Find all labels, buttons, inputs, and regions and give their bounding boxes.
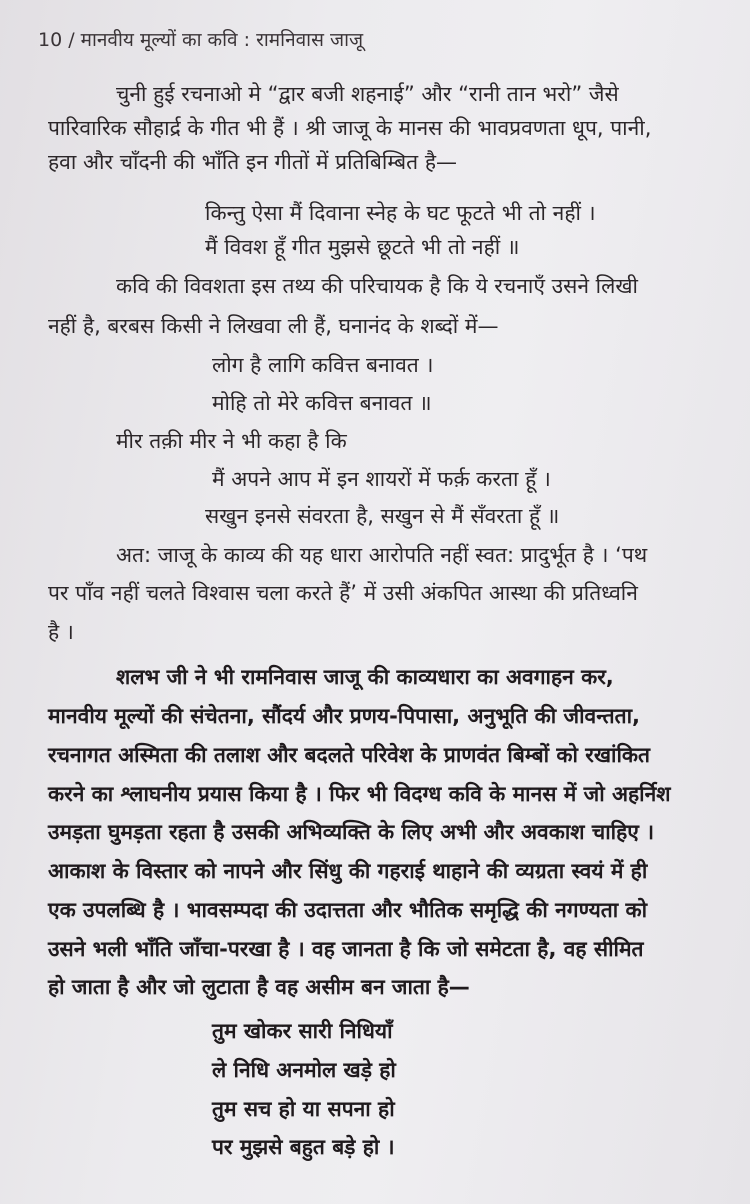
text-line: पारिवारिक सौहार्द्र के गीत भी हैं । श्री जाजू के मानस की भावप्रवणता धूप, पानी, [48,116,652,140]
text-line: शलभ जी ने भी रामनिवास जाजू की काव्यधारा का अवगाहन कर, [116,665,614,689]
text-line: रचनागत अस्मिता की तलाश और बदलते परिवेश के प्राणवंत बिम्बों को रखांकित [48,743,651,767]
text-line: एक उपलब्धि है । भावसम्पदा की उदात्तता और भौतिक समृद्धि की नगण्यता को [48,898,648,922]
verse-line: ले निधि अनमोल खड़े हो [212,1058,396,1082]
text-line: उमड़ता घुमड़ता रहता है उसकी अभिव्यक्ति के लिए अभी और अवकाश चाहिए । [48,820,655,844]
text-line: कवि की विवशता इस तथ्य की परिचायक है कि ये रचनाएँ उसने लिखी [116,274,638,298]
text-line: मीर तक़ी मीर ने भी कहा है कि [116,429,347,453]
header-title: मानवीय मूल्यों का कवि : रामनिवास जाजू [80,29,364,51]
text-line: नहीं है, बरबस किसी ने लिखवा ली हैं, घनानंद के शब्दों में— [48,314,499,338]
text-line: आकाश के विस्तार को नापने और सिंधु की गहराई थाहाने की व्यग्रता स्वयं में ही [48,859,648,883]
text-line: हो जाता है और जो लुटाता है वह असीम बन जाता है— [48,975,470,999]
header-separator: / [68,29,75,51]
verse-line: मैं अपने आप में इन शायरों में फर्क़ करता हूँ । [212,467,551,491]
verse-line: किन्तु ऐसा मैं दिवाना स्नेह के घट फूटते भी तो नहीं । [205,201,596,225]
text-line: उसने भली भाँति जाँचा-परखा है । वह जानता है कि जो समेटता है, वह सीमित [48,937,644,961]
text-line: पर पाँव नहीं चलते विश्वास चला करते हैं’ में उसी अंकपित आस्था की प्रतिध्वनि [48,581,638,605]
text-line: करने का श्लाघनीय प्रयास किया है । फिर भी विदग्ध कवि के मानस में जो अहर्निश [48,782,671,806]
verse-line: मैं विवश हूँ गीत मुझसे छूटते भी तो नहीं ॥ [205,235,520,259]
verse-line: लोग है लागि कवित्त बनावत । [212,353,434,377]
text-line: अत: जाजू के काव्य की यह धारा आरोपति नहीं स्वत: प्रादुर्भूत है । ‘पथ [116,543,648,567]
text-line: चुनी हुई रचनाओ मे “द्वार बजी शहनाई” और “रानी तान भरो” जैसे [116,82,619,106]
verse-line: तुम सच हो या सपना हो [212,1097,395,1121]
text-line: हवा और चाँदनी की भाँति इन गीतों में प्रतिबिम्बित है— [48,150,457,174]
text-line: मानवीय मूल्यों की संचेतना, सौंदर्य और प्रणय-पिपासा, अनुभूति की जीवन्तता, [48,704,641,728]
verse-line: पर मुझसे बहुत बड़े हो । [212,1135,395,1159]
text-line: है । [48,620,74,644]
page-number: 10 [38,29,63,51]
verse-line: तुम खोकर सारी निधियाँ [212,1019,393,1043]
verse-line: मोहि तो मेरे कवित्त बनावत ॥ [212,391,432,415]
verse-line: सखुन इनसे संवरता है, सखुन से मैं सँवरता हूँ ॥ [205,504,560,528]
running-header [38,26,363,52]
